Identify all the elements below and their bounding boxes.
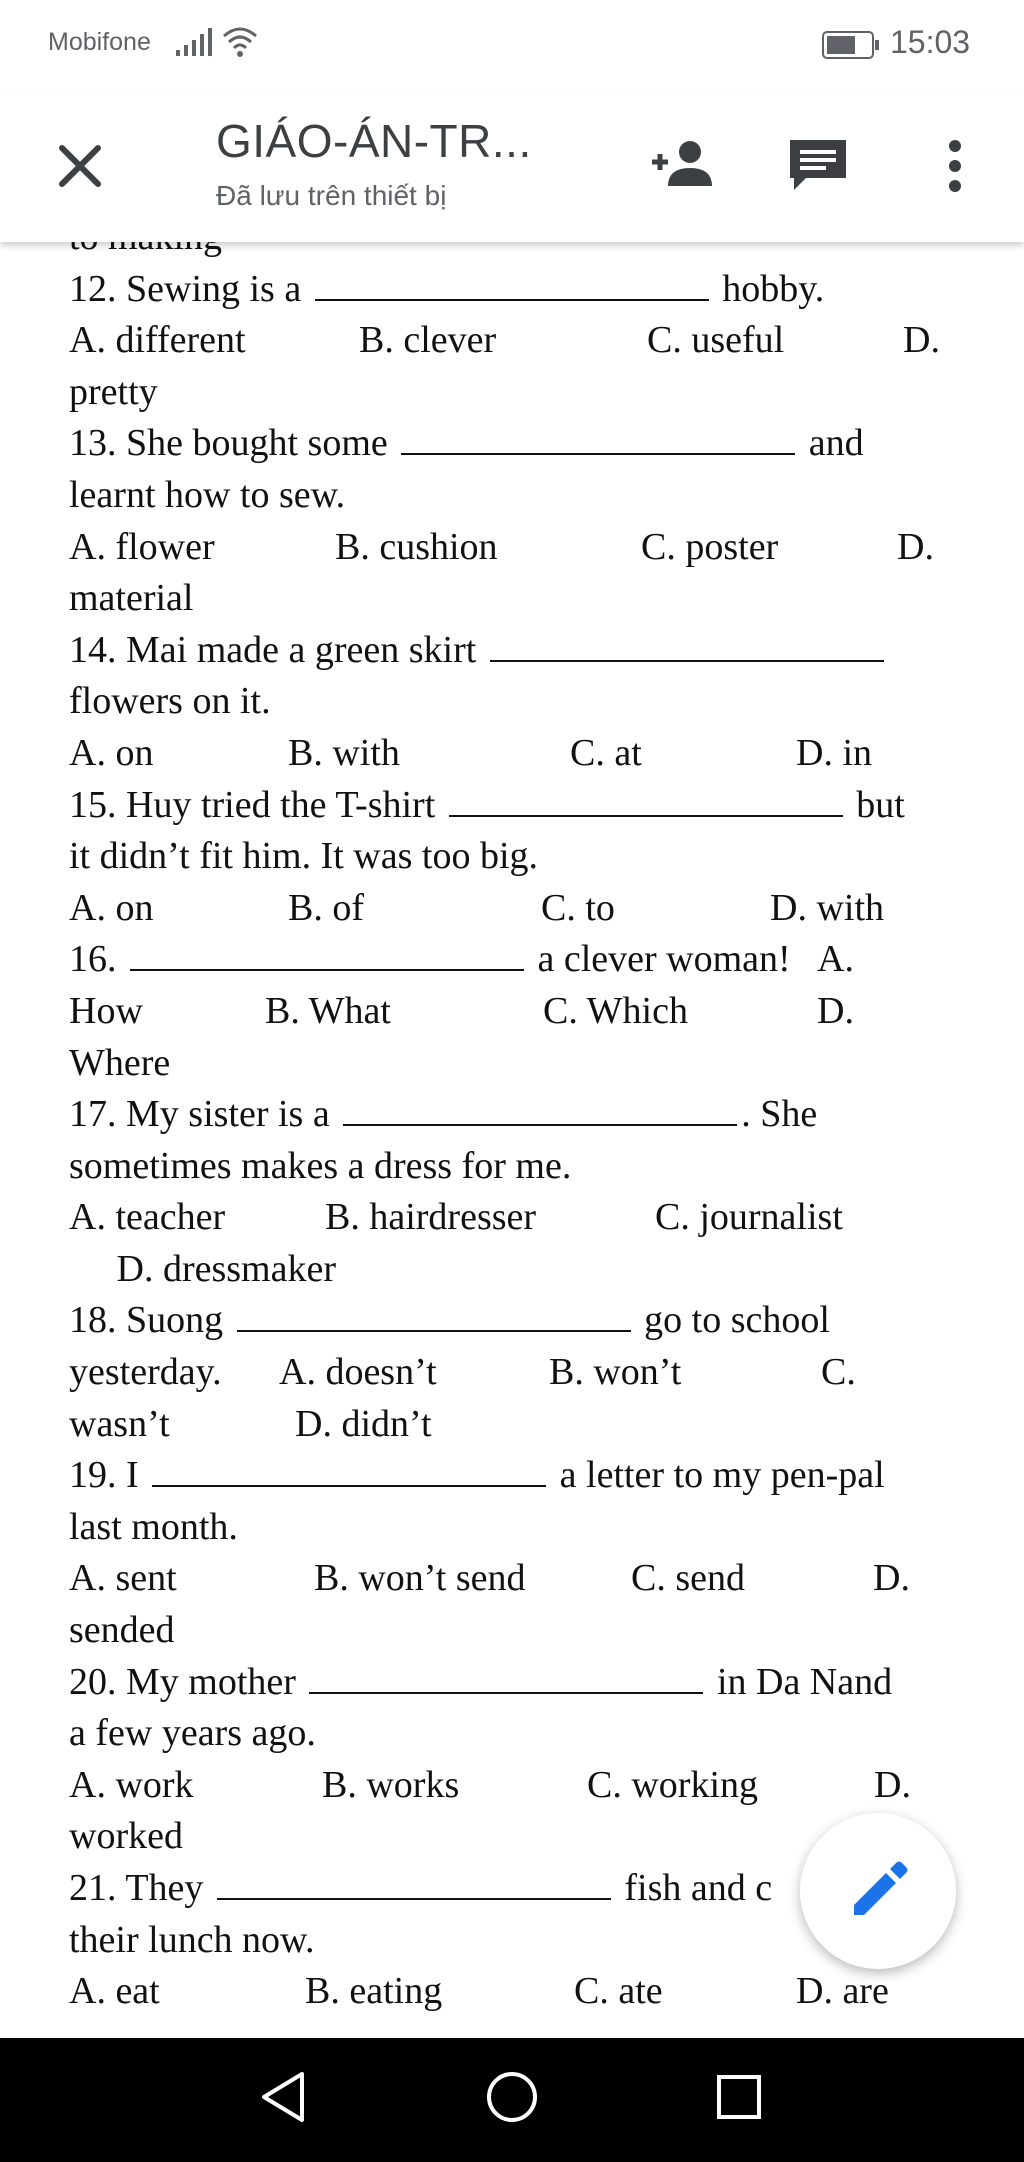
options-row xyxy=(69,1760,969,1812)
home-circle-icon[interactable] xyxy=(485,2068,539,2126)
more-vert-icon[interactable] xyxy=(940,134,970,198)
doc-line: their lunch now. xyxy=(69,1918,315,1961)
option: How xyxy=(69,989,143,1032)
option: B. hairdresser xyxy=(325,1196,537,1239)
doc-line: a few years ago. xyxy=(69,1712,316,1755)
answer-blank xyxy=(130,935,524,971)
answer-blank xyxy=(152,1451,546,1487)
doc-line: material xyxy=(69,577,194,620)
recents-square-icon[interactable] xyxy=(714,2068,764,2126)
answer-blank xyxy=(449,781,843,817)
option: B. works xyxy=(322,1763,460,1806)
question-15: 15. Huy tried the T-shirt but xyxy=(69,780,969,832)
option: C. poster xyxy=(641,525,779,568)
option: D. in xyxy=(796,731,872,774)
option: B. clever xyxy=(359,319,497,362)
options-row xyxy=(69,315,969,367)
option: wasn’t xyxy=(69,1402,170,1445)
option: C. working xyxy=(587,1763,758,1806)
option: D. xyxy=(817,989,854,1032)
back-triangle-icon[interactable] xyxy=(258,2068,308,2126)
options-row xyxy=(69,986,969,1038)
clock: 15:03 xyxy=(890,24,971,60)
question-12: 12. Sewing is a hobby. xyxy=(69,264,969,316)
document-title: GIÁO-ÁN-TR... xyxy=(216,115,532,167)
options-row xyxy=(69,1966,969,2018)
wifi-icon xyxy=(222,26,258,58)
option: D. didn’t xyxy=(295,1402,432,1445)
option: C. ate xyxy=(574,1970,663,2013)
edit-fab-button[interactable] xyxy=(800,1813,956,1969)
answer-blank xyxy=(309,1658,703,1694)
battery-icon xyxy=(822,30,880,60)
save-status: Đã lưu trên thiết bị xyxy=(216,180,447,211)
option: C. useful xyxy=(647,319,785,362)
doc-line: worked xyxy=(69,1815,183,1858)
option: D. xyxy=(873,1557,910,1600)
options-row xyxy=(69,728,969,780)
signal-icon xyxy=(176,28,214,58)
carrier-name: Mobifone xyxy=(48,28,151,56)
question-18: 18. Suong go to school xyxy=(69,1295,969,1347)
option: A. eat xyxy=(69,1970,160,2013)
option: A. on xyxy=(69,886,154,929)
option: A. sent xyxy=(69,1557,177,1600)
option: A. teacher xyxy=(69,1196,226,1239)
answer-blank xyxy=(343,1090,737,1126)
document-content xyxy=(69,212,969,2018)
answer-blank xyxy=(217,1864,611,1900)
doc-line: D. dressmaker xyxy=(69,1247,336,1290)
option: C. Which xyxy=(543,989,688,1032)
option: D. with xyxy=(770,886,884,929)
app-bar xyxy=(0,90,1024,242)
option: yesterday. xyxy=(69,1351,222,1394)
doc-line: sended xyxy=(69,1609,175,1652)
option: B. with xyxy=(288,731,400,774)
doc-line: last month. xyxy=(69,1505,238,1548)
options-row xyxy=(69,1347,969,1399)
option: C. at xyxy=(570,731,642,774)
option: B. eating xyxy=(305,1970,443,2013)
edit-pencil-icon xyxy=(846,1859,910,1923)
system-nav-bar xyxy=(0,2038,1024,2162)
option: D. are xyxy=(796,1970,889,2013)
question-19: 19. I a letter to my pen-pal xyxy=(69,1450,969,1502)
option: A. on xyxy=(69,731,154,774)
question-13: 13. She bought some and xyxy=(69,418,969,470)
option: C. send xyxy=(631,1557,745,1600)
document-viewer[interactable] xyxy=(0,242,1024,2038)
option: B. won’t xyxy=(549,1351,682,1394)
answer-blank xyxy=(401,419,795,455)
doc-line: it didn’t fit him. It was too big. xyxy=(69,835,539,878)
option: D. xyxy=(897,525,934,568)
answer-blank xyxy=(315,265,709,301)
options-row xyxy=(69,1192,969,1244)
answer-blank xyxy=(490,626,884,662)
question-20: 20. My mother in Da Nand xyxy=(69,1657,969,1709)
close-icon[interactable] xyxy=(52,138,108,194)
comment-icon[interactable] xyxy=(786,134,850,198)
doc-line: flowers on it. xyxy=(69,680,271,723)
doc-line: learnt how to sew. xyxy=(69,473,346,516)
options-row xyxy=(69,883,969,935)
options-row xyxy=(69,1553,969,1605)
question-16: 16. a clever woman! A. xyxy=(69,934,969,986)
option: B. won’t send xyxy=(314,1557,526,1600)
options-row xyxy=(69,522,969,574)
question-17: 17. My sister is a . She xyxy=(69,1089,969,1141)
option: A. flower xyxy=(69,525,215,568)
answer-blank xyxy=(237,1296,631,1332)
option: D. xyxy=(874,1763,911,1806)
status-bar xyxy=(0,0,1024,90)
doc-line: Where xyxy=(69,1041,171,1084)
option: C. to xyxy=(541,886,615,929)
options-row xyxy=(69,1399,969,1451)
option: A. work xyxy=(69,1763,194,1806)
question-14: 14. Mai made a green skirt xyxy=(69,625,969,677)
question-21: 21. They fish and c xyxy=(69,1863,969,1915)
add-person-icon[interactable] xyxy=(648,136,718,192)
option: A. different xyxy=(69,319,246,362)
option: C. xyxy=(821,1351,856,1394)
option: A. doesn’t xyxy=(279,1351,437,1394)
option: D. xyxy=(903,319,940,362)
option: B. cushion xyxy=(335,525,498,568)
option: C. journalist xyxy=(655,1196,843,1239)
doc-line: pretty xyxy=(69,370,158,413)
option: B. What xyxy=(265,989,391,1032)
doc-line: sometimes makes a dress for me. xyxy=(69,1144,572,1187)
option: B. of xyxy=(288,886,364,929)
